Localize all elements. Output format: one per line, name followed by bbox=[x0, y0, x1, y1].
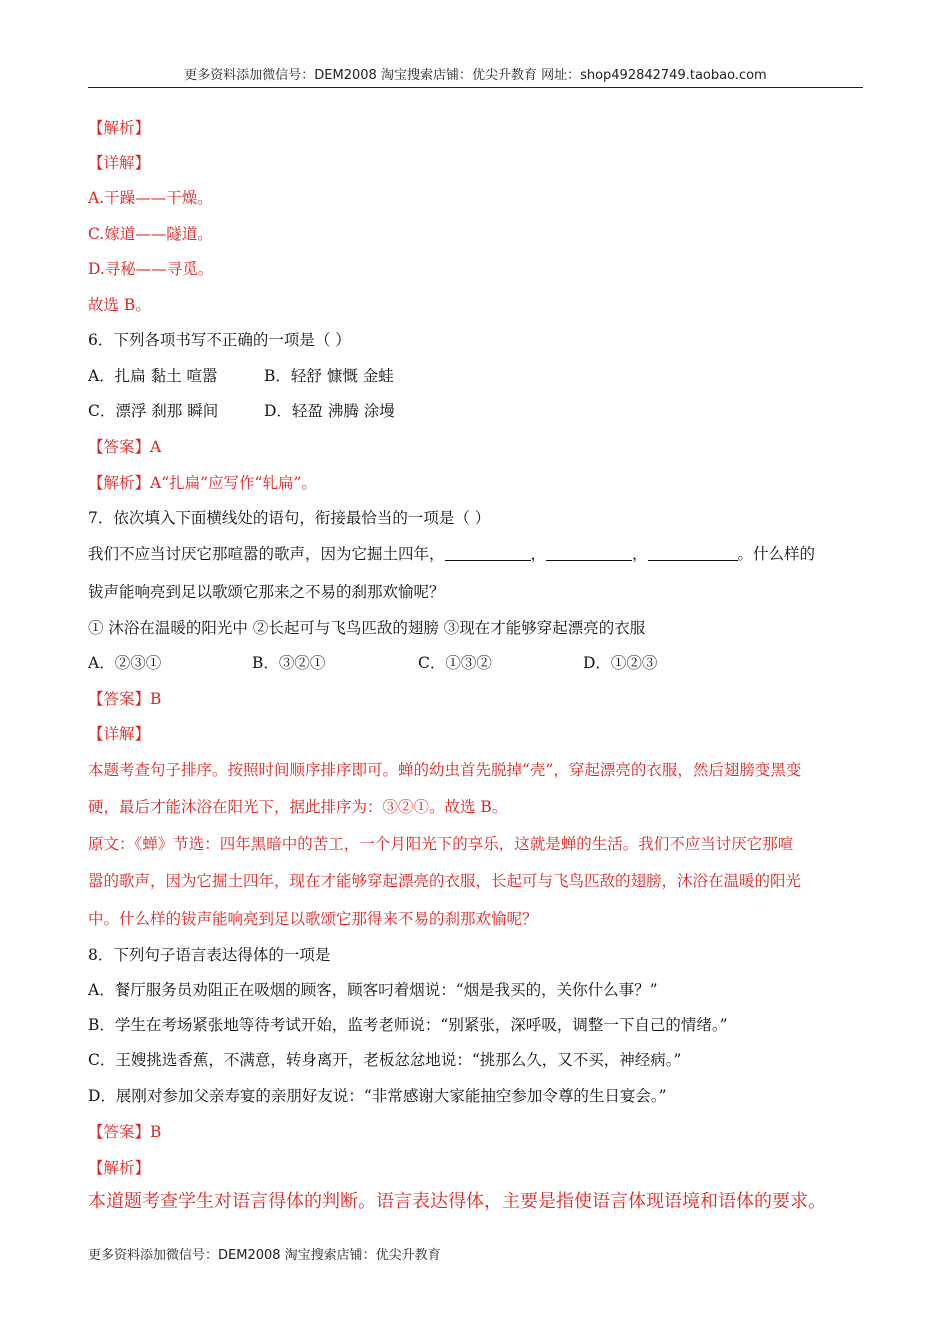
detail-label bbox=[88, 151, 150, 175]
text: A．餐厅服务员劝阻正在吸烟的顾客，顾客叼着烟说：“烟是我买的，关你什么事？” bbox=[88, 981, 658, 999]
question-8-option-a bbox=[88, 978, 658, 1002]
option-d: D．①②③ bbox=[583, 654, 658, 672]
question-7-answer bbox=[88, 687, 161, 711]
text: 中。什么样的钹声能响亮到足以歌颂它那得来不易的刹那欢愉呢？ bbox=[88, 910, 538, 928]
text: 【解析】 bbox=[88, 119, 151, 137]
text: 【答案】A bbox=[88, 438, 162, 456]
text: 6．下列各项书写不正确的一项是（ ） bbox=[88, 331, 351, 349]
question-8 bbox=[88, 943, 330, 967]
option-a: A．②③① bbox=[88, 654, 162, 672]
text: 硬，最后才能沐浴在阳光下，据此排序为：③②①。故选 B。 bbox=[88, 798, 508, 816]
page-header: 更多资料添加微信号：DEM2008 淘宝搜索店铺：优尖升教育 网址：shop492842749.taobao.com bbox=[88, 66, 863, 88]
text: ① 沐浴在温暖的阳光中 ②长起可与飞鸟匹敌的翅膀 ③现在才能够穿起漂亮的衣服 bbox=[88, 619, 646, 637]
text: 8．下列句子语言表达得体的一项是 bbox=[88, 946, 331, 964]
option-a: A．扎扁 黏土 喧嚣 bbox=[88, 367, 218, 385]
correction-d bbox=[88, 257, 213, 281]
text: A.干躁——干燥。 bbox=[88, 189, 213, 207]
text: B．学生在考场紧张地等待考试开始，监考老师说：“别紧张，深呼吸，调整一下自己的情绪。” bbox=[88, 1016, 728, 1034]
question-8-option-d bbox=[88, 1084, 667, 1108]
text: 【解析】A“扎扁”应写作“轧扁”。 bbox=[88, 474, 317, 492]
text: 【详解】 bbox=[88, 725, 151, 743]
text: 嚣的歌声，因为它掘土四年，现在才能够穿起漂亮的衣服，长起可与飞鸟匹敌的翅膀，沐浴在温暖的阳光 bbox=[88, 872, 802, 890]
text: C.嫁道——隧道。 bbox=[88, 225, 213, 243]
text: D.寻秘——寻觅。 bbox=[88, 260, 214, 278]
question-7-detail-label bbox=[88, 722, 150, 746]
text: 【解析】 bbox=[88, 1159, 151, 1177]
answer-conclusion bbox=[88, 293, 151, 317]
question-8-option-b bbox=[88, 1013, 728, 1037]
text: 【答案】B bbox=[88, 690, 162, 708]
question-7-passage-line-2 bbox=[88, 580, 445, 604]
question-7-options bbox=[88, 651, 657, 675]
text: 故选 B。 bbox=[88, 296, 151, 314]
text: C．王嫂挑选香蕉，不满意，转身离开，老板忿忿地说：“挑那么久，又不买，神经病。” bbox=[88, 1051, 682, 1069]
question-7-explanation-2 bbox=[88, 795, 507, 819]
question-6-answer bbox=[88, 435, 161, 459]
question-6-explanation bbox=[88, 471, 317, 495]
question-7-original-2 bbox=[88, 869, 801, 893]
text: 本题考查句子排序。按照时间顺序排序即可。蝉的幼虫首先脱掉“壳”，穿起漂亮的衣服，然后翅膀变黑变 bbox=[88, 761, 802, 779]
text: 【答案】B bbox=[88, 1123, 162, 1141]
blank-1 bbox=[445, 544, 531, 561]
text: 本道题考查学生对语言得体的判断。语言表达得体，主要是指使语言体现语境和语体的要求。 bbox=[88, 1191, 826, 1212]
question-8-explanation-1 bbox=[88, 1190, 826, 1214]
question-7-original-3 bbox=[88, 907, 538, 931]
text: D．展刚对参加父亲寿宴的亲朋好友说：“非常感谢大家能抽空参加令尊的生日宴会。” bbox=[88, 1087, 667, 1105]
question-8-explanation-label bbox=[88, 1156, 150, 1180]
page-footer: 更多资料添加微信号：DEM2008 淘宝搜索店铺：优尖升教育 bbox=[88, 1248, 441, 1263]
question-6 bbox=[88, 328, 351, 352]
question-8-option-c bbox=[88, 1048, 681, 1072]
question-7 bbox=[88, 506, 490, 530]
question-7-passage-line-1 bbox=[88, 542, 815, 566]
option-b: B．③②① bbox=[252, 654, 326, 672]
blank-2 bbox=[546, 544, 632, 561]
question-7-explanation-1 bbox=[88, 758, 801, 782]
text: 原文：《蝉》节选：四年黑暗中的苦工，一个月阳光下的享乐，这就是蝉的生活。我们不应当讨厌它那喧 bbox=[88, 835, 794, 853]
option-c: C．漂浮 刹那 瞬间 bbox=[88, 402, 219, 420]
question-8-answer bbox=[88, 1120, 161, 1144]
option-c: C．①③② bbox=[418, 654, 492, 672]
text: 钹声能响亮到足以歌颂它那来之不易的刹那欢愉呢？ bbox=[88, 583, 445, 601]
correction-c bbox=[88, 222, 213, 246]
option-b: B．轻舒 慷慨 金蛙 bbox=[264, 367, 394, 385]
text: 。什么样的 bbox=[737, 545, 816, 563]
question-6-options-ab bbox=[88, 364, 394, 388]
text: 我们不应当讨厌它那喧嚣的歌声，因为它掘土四年， bbox=[88, 545, 445, 563]
correction-a bbox=[88, 186, 213, 210]
question-7-original-1 bbox=[88, 832, 793, 856]
question-7-items bbox=[88, 616, 645, 640]
text: ， bbox=[632, 545, 648, 563]
question-6-options-cd bbox=[88, 399, 395, 423]
option-d: D．轻盈 沸腾 涂墁 bbox=[264, 402, 395, 420]
analysis-label bbox=[88, 116, 150, 140]
text: 【详解】 bbox=[88, 154, 151, 172]
text: 7．依次填入下面横线处的语句，衔接最恰当的一项是（ ） bbox=[88, 509, 491, 527]
text: ， bbox=[530, 545, 547, 563]
blank-3 bbox=[648, 544, 738, 561]
